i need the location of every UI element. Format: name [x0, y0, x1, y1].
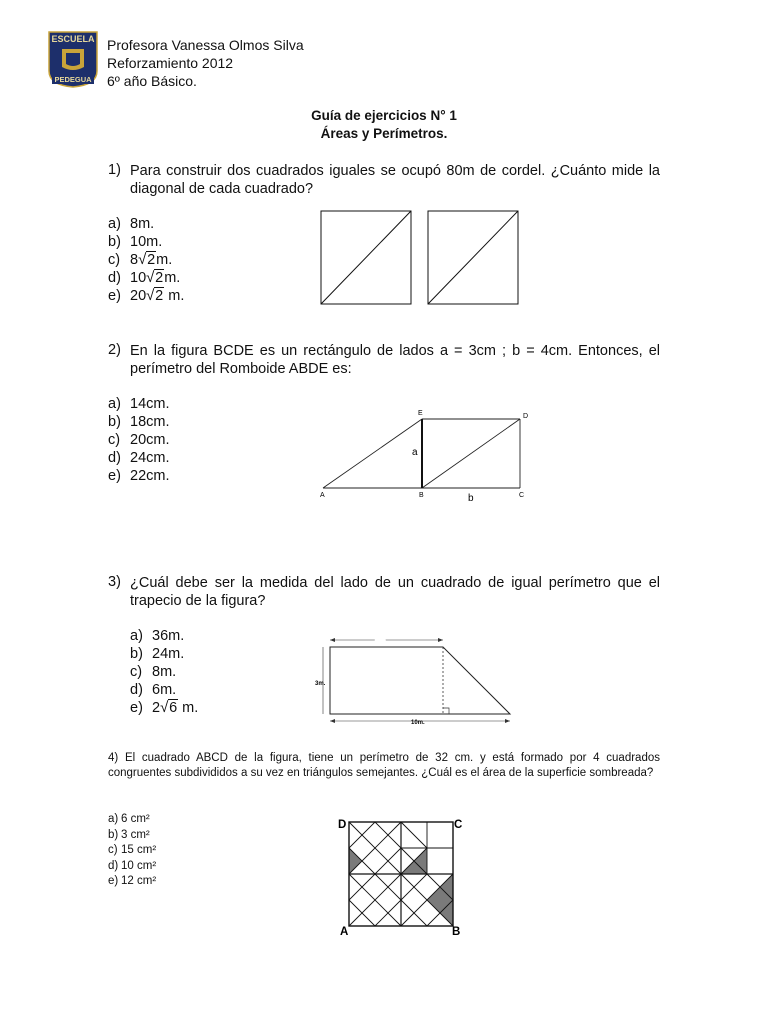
q3-option-key: e): [130, 700, 143, 716]
q2-option-value: 18cm.: [130, 414, 170, 430]
q3-option-unit: m.: [178, 700, 199, 716]
q1-radical: √ 2: [146, 287, 164, 304]
q4-label-B: B: [452, 926, 461, 938]
q2-label-A: A: [320, 492, 325, 499]
q2-options: [108, 395, 170, 485]
q4-option-value: 10 cm²: [121, 859, 157, 872]
q2-label-D: D: [523, 413, 529, 420]
grade-level: 6º año Básico.: [107, 73, 197, 89]
q4-figure: [335, 812, 470, 940]
q4-option-key: c): [108, 844, 118, 856]
q1-option-value: 8: [130, 252, 139, 268]
q4-option-key: d): [108, 859, 119, 872]
q3-top-arrow-left: [330, 638, 335, 642]
q2-option-key: c): [108, 432, 121, 448]
q2-segment-AE: [323, 419, 422, 488]
q2-option-key: d): [108, 450, 121, 466]
q1-diagonal-right: [428, 211, 518, 304]
q1-option-key: e): [108, 288, 121, 304]
q3-label-top: 6m.: [376, 639, 387, 645]
q1-option-unit: m.: [156, 252, 173, 268]
q1-option-unit: m.: [164, 288, 185, 304]
q3-option-value: 6m.: [152, 682, 177, 698]
q4-shaded-triangle-1: [349, 848, 362, 874]
q2-option-value: 14cm.: [130, 396, 170, 412]
q3-figure: [310, 632, 525, 727]
q1-text: Para construir dos cuadrados iguales se ocupó 80m de cordel. ¿Cuánto mide la diagonal de cada cuadrado?: [130, 163, 660, 197]
q3-trapezoid: [330, 647, 510, 714]
q4-text: 4) El cuadrado ABCD de la figura, tiene un perímetro de 32 cm. y está formado por 4 cuadrados congruentes subdivididos a su vez en triángulos semejantes. ¿Cuál es el área de la superficie sombreada?: [108, 752, 660, 779]
q1-option-key: b): [108, 234, 121, 250]
q4-label-D: D: [338, 819, 347, 831]
q1-option-key: c): [108, 252, 121, 268]
q2-option-value: 22cm.: [130, 468, 170, 484]
q1-option-key: d): [108, 270, 121, 286]
q2-label-C: C: [519, 492, 525, 499]
q2-label-b: b: [468, 493, 474, 504]
q3-option-value: 24m.: [152, 646, 185, 662]
q2-figure: [310, 405, 535, 505]
q2-option-2: [108, 431, 170, 449]
q1-diagonal-left: [321, 211, 411, 304]
q1-option-1: [108, 233, 184, 251]
q4-option-key: e): [108, 875, 119, 887]
q4-option-1: [108, 828, 156, 844]
q4-option-0: [108, 812, 156, 828]
q4-tr-diag-1: [401, 822, 427, 848]
q2-option-key: a): [108, 396, 121, 412]
q1-number: 1): [108, 162, 121, 178]
school-logo: [48, 31, 98, 88]
q3-option-3: [130, 681, 198, 699]
q2-label-B: B: [419, 492, 424, 499]
logo-bottom-text: PEDEGUA: [54, 75, 92, 84]
q4-options: [108, 812, 156, 890]
q4-option-value: 6 cm²: [121, 813, 150, 825]
q4-option-value: 12 cm²: [121, 875, 157, 887]
q2-option-1: [108, 413, 170, 431]
q3-option-0: [130, 627, 198, 645]
q4-label-A: A: [340, 926, 349, 938]
school-logo-shield: [48, 31, 98, 88]
q3-right-angle-mark: [443, 708, 449, 714]
q4-option-key: b): [108, 828, 119, 841]
q2-label-E: E: [418, 410, 423, 417]
q3-option-4: [130, 699, 198, 717]
q2-option-key: b): [108, 414, 121, 430]
q1-option-3: [108, 269, 184, 287]
q2-option-0: [108, 395, 170, 413]
guide-title: Guía de ejercicios N° 1: [311, 108, 457, 123]
q4-shaded-triangle-3: [427, 874, 453, 926]
q3-bottom-arrow-left: [330, 719, 335, 723]
q2-option-key: e): [108, 468, 121, 484]
q4-label-C: C: [454, 819, 463, 831]
q4-option-3: [108, 859, 156, 875]
q3-label-bottom: 10m.: [411, 720, 425, 726]
q1-options: [108, 215, 184, 305]
q3-option-key: d): [130, 682, 143, 698]
q1-figure: [318, 208, 524, 308]
q1-option-value: 10m.: [130, 234, 163, 250]
q3-option-key: b): [130, 646, 143, 662]
q1-option-key: a): [108, 216, 121, 232]
q3-options: [130, 627, 198, 717]
q2-label-a: a: [412, 447, 418, 458]
q2-segment-BD: [422, 419, 520, 488]
q4-option-value: 15 cm²: [121, 844, 157, 856]
q4-option-4: [108, 874, 156, 890]
q3-label-left: 3m.: [315, 681, 326, 687]
q3-option-2: [130, 663, 198, 681]
q1-option-2: [108, 251, 184, 269]
q3-bottom-arrow-right: [505, 719, 510, 723]
q4-option-2: [108, 843, 156, 859]
q1-radical: √ 2: [138, 251, 156, 268]
q2-option-value: 20cm.: [130, 432, 170, 448]
q2-option-4: [108, 467, 170, 485]
q3-number: 3): [108, 574, 121, 590]
q2-text: En la figura BCDE es un rectángulo de lados a = 3cm ; b = 4cm. Entonces, el perímetro del Romboide ABDE es:: [130, 343, 660, 377]
course-name: Reforzamiento 2012: [107, 55, 234, 71]
q3-option-value: 8m.: [152, 664, 177, 680]
q3-option-value: 36m.: [152, 628, 185, 644]
q3-radical: √ 6: [160, 699, 178, 716]
q1-option-value: 8m.: [130, 216, 155, 232]
q3-option-key: c): [130, 664, 143, 680]
q4-option-key: a): [108, 813, 119, 825]
q2-option-3: [108, 449, 170, 467]
q1-option-0: [108, 215, 184, 233]
teacher-name: Profesora Vanessa Olmos Silva: [107, 37, 304, 53]
q1-option-value: 10: [130, 270, 147, 286]
q3-option-key: a): [130, 628, 143, 644]
q1-radical: √ 2: [146, 269, 164, 286]
q4-option-value: 3 cm²: [121, 828, 150, 841]
q1-option-unit: m.: [164, 270, 181, 286]
logo-top-text: ESCUELA: [51, 34, 95, 44]
q2-number: 2): [108, 342, 121, 358]
guide-subtitle: Áreas y Perímetros.: [320, 126, 448, 141]
q3-text: ¿Cuál debe ser la medida del lado de un cuadrado de igual perímetro que el trapecio de la figura?: [130, 575, 660, 609]
q2-option-value: 24cm.: [130, 450, 170, 466]
q1-option-4: [108, 287, 184, 305]
q1-option-value: 20: [130, 288, 147, 304]
q3-option-1: [130, 645, 198, 663]
q3-option-value: 2: [152, 700, 161, 716]
q3-top-arrow-right: [438, 638, 443, 642]
